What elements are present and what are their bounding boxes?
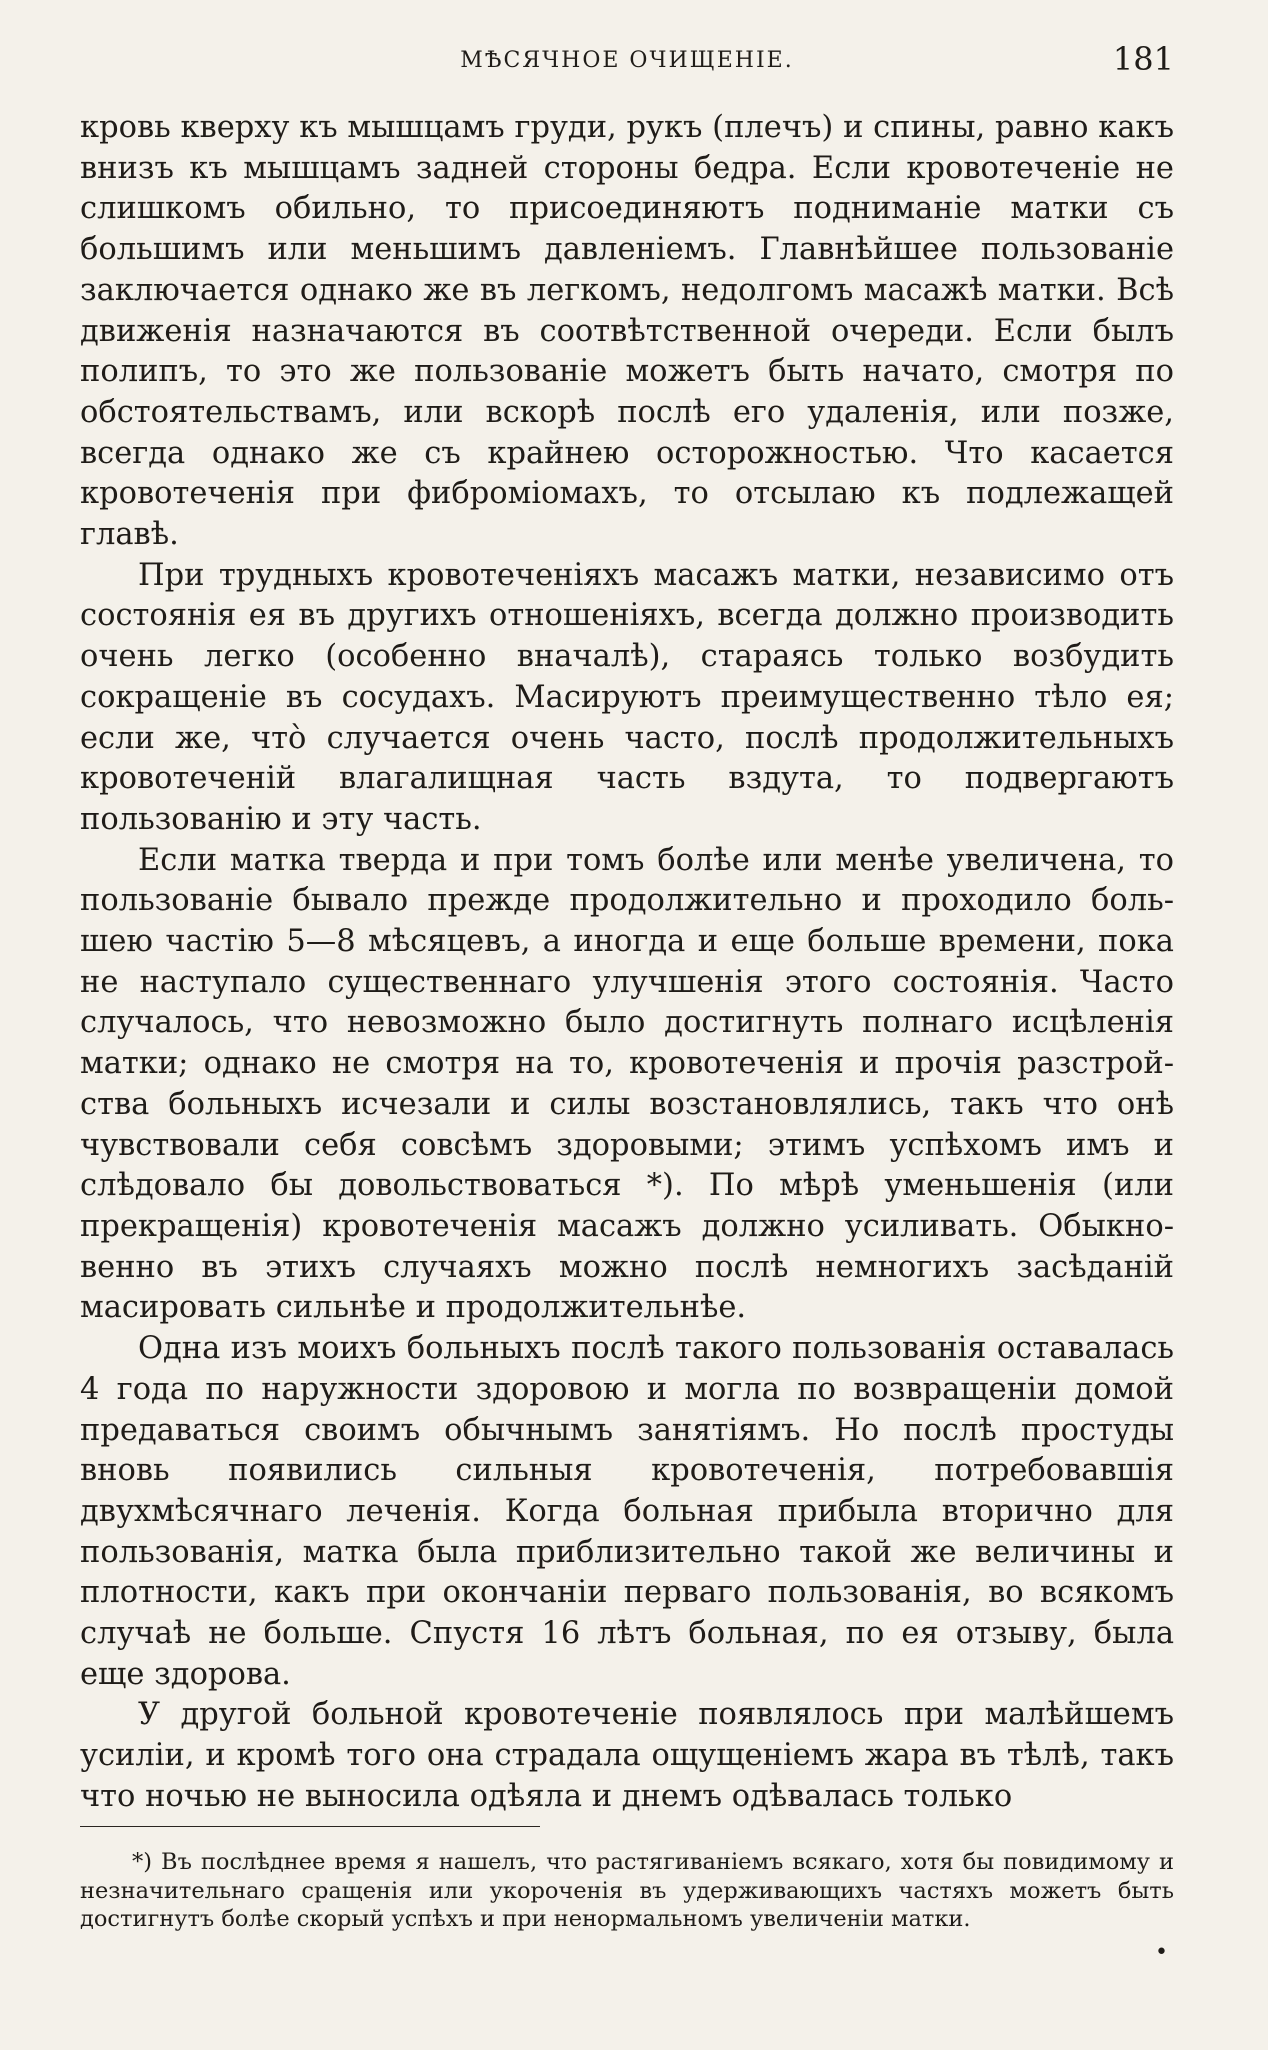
page-number: 181 bbox=[1112, 40, 1174, 78]
paragraph-4: Одна изъ моихъ больныхъ послѣ такого пользованія оставалась 4 года по наружности здоровою и могла по возвращеніи домой предаваться своимъ обычнымъ занятіямъ. Но послѣ простуды вновь появились сильныя кровотеченія, потребовавшія двухмѣсячнаго леченія. Когда больная прибыла вторично для пользованія, матка была приблизительно такой же величины и плотности, какъ при окончаніи перваго пользованія, во всякомъ случаѣ не больше. Спустя 16 лѣтъ больная, по ея отзыву, была еще здорова. bbox=[80, 1331, 1174, 1692]
paragraph-2: При трудныхъ кровотеченіяхъ масажъ матки, независимо отъ состоянія ея въ другихъ отношеніяхъ, всегда должно производить очень легко (особенно вначалѣ), стараясь только возбудить сокращеніе въ сосудахъ. Масируютъ преимущественно тѣло ея; если же, что̀ случается очень часто, послѣ продолжительныхъ кровотеченій влагалищная часть вздута, то подвергаютъ пользованію и эту часть. bbox=[80, 557, 1174, 837]
footnote-text: *) Въ послѣднее время я нашелъ, что растягиваніемъ всякаго, хотя бы повидимому и незначительнаго сращенія или укороченія въ удерживающихъ частяхъ можетъ быть достигнутъ болѣе скорый успѣхъ и при ненормальномъ увеличеніи матки. bbox=[80, 1849, 1174, 1932]
paragraph-5: У другой больной кровотеченіе появлялось при малѣйшемъ усиліи, и кромѣ того она страдала ощущеніемъ жара въ тѣлѣ, такъ что ночью не выносила одѣяла и днемъ одѣвалась только bbox=[80, 1697, 1174, 1814]
footnote bbox=[80, 1848, 1174, 1934]
body-text bbox=[80, 108, 1174, 1818]
paragraph-1: кровь кверху къ мышцамъ груди, рукъ (плечъ) и спины, равно какъ внизъ къ мышцамъ задней стороны бедра. Если кровотеченіе не слишкомъ обильно, то присоединяютъ подниманіе матки съ большимъ или меньшимъ давленіемъ. Главнѣйшее пользованіе заключается однако же въ легкомъ, недолгомъ масажѣ матки. Всѣ движенія назначаются въ соотвѣтственной очереди. Если былъ полипъ, то это же пользованіе можетъ быть начато, смотря по обстоятельствамъ, или вскорѣ послѣ его удаленія, или позже, всегда однако же съ крайнею осторожностью. Что касается кровотеченія при фиброміомахъ, то отсылаю къ подлежащей главѣ. bbox=[80, 110, 1174, 553]
footnote-rule bbox=[80, 1826, 540, 1827]
paragraph-3: Если матка тверда и при томъ болѣе или менѣе увеличена, то пользованіе бывало прежде продолжительно и проходило большею частію 5—8 мѣсяцевъ, а иногда и еще больше времени, пока не наступало существеннаго улучшенія этого состоянія. Часто случалось, что невозможно было достигнуть полнаго исцѣленія матки; однако не смотря на то, кровотеченія и прочія разстройства больныхъ исчезали и силы возстановлялись, такъ что онѣ чувствовали себя совсѣмъ здоровыми; этимъ успѣхомъ имъ и слѣдовало бы довольствоваться *). По мѣрѣ уменьшенія (или прекращенія) кровотеченія масажъ должно усиливать. Обыкновенно въ этихъ случаяхъ можно послѣ немногихъ засѣданій масировать сильнѣе и продолжительнѣе. bbox=[80, 842, 1174, 1326]
running-title: МѢСЯЧНОЕ ОЧИЩЕНІЕ. bbox=[460, 48, 794, 73]
printer-mark: • bbox=[1155, 1940, 1168, 1965]
running-head bbox=[80, 40, 1174, 80]
